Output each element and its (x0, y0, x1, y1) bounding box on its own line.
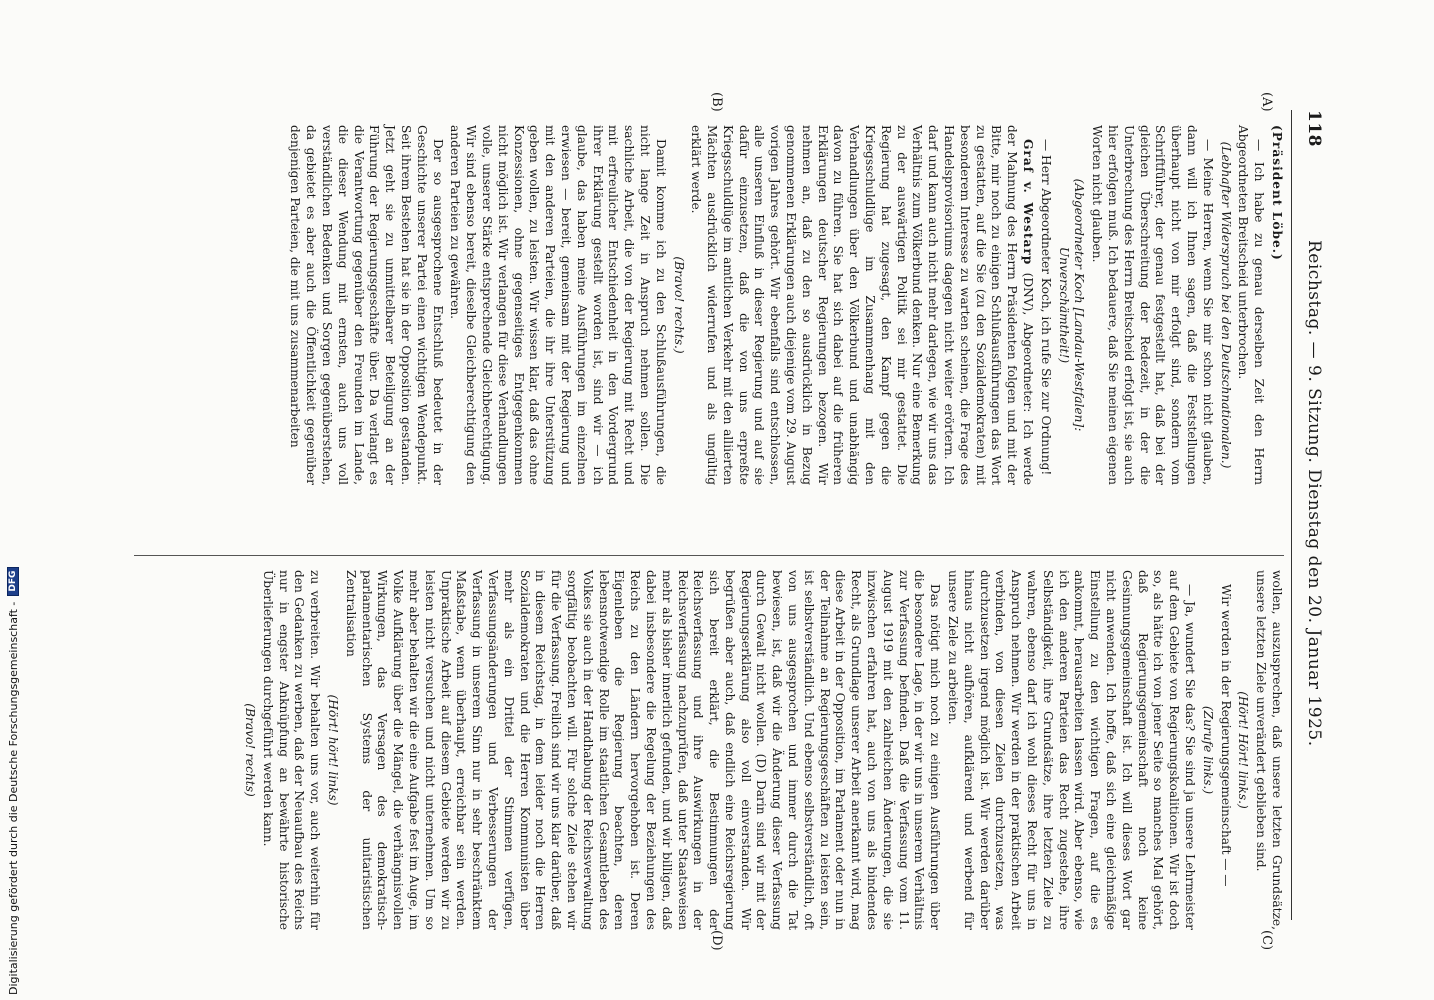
speaker-label: (Präsident Löbe.) (1270, 125, 1284, 261)
page-header (1294, 110, 1324, 920)
speech-paragraph (688, 125, 1036, 485)
footer-text: Digitalisierung gefördert durch die Deutsche Forschungsgemeinschaft - (6, 601, 20, 995)
paragraph: Damit komme ich zu den Schlußausführungen, die nicht lange Zeit in Anspruch nehmen sollen. Die sachliche Arbeit, die von der Regierung mit Recht und mit erfreulicher Entschiedenheit in den Vordergrund ihrer Erklärung gestellt worden ist, sind wir — ich glaube, das haben meine Ausführungen im einzelnen erwiesen — bereit, gemeinsam mit der Regierung und mit den anderen Parteien, die ihr ihre Unterstützung geben wollen, zu leisten. Wir wissen klar, daß das ohne Konzessionen, ohne gegenseitiges Entgegenkommen nicht möglich ist. Wir verlangen für diese Verhandlungen volle, unserer Stärke entsprechende Gleichberechtigung. Wir sind ebenso bereit, dieselbe Gleichberechtigung den anderen Parteien zu gewähren. (448, 125, 668, 485)
left-column (285, 125, 1284, 485)
margin-marker-a: (A) (1259, 92, 1274, 112)
margin-marker-b: (B) (709, 92, 724, 112)
paragraph: wollen, auszusprechen, daß unsere letzten Grundsätze, unsere letzten Ziele unverändert geblieben sind. (1254, 570, 1284, 930)
interjection: (Bravo! rechts) (243, 703, 257, 797)
margin-marker-d: (D) (709, 930, 724, 951)
speaker-name: Graf v. Westarp (1021, 139, 1036, 266)
header-rule (1291, 110, 1292, 920)
running-title: Reichstag. — 9. Sitzung. Dienstag den 20. Januar 1925. (1304, 240, 1324, 747)
dfg-logo: DFG (7, 567, 19, 596)
column-divider (134, 555, 1284, 556)
paragraph: — Meine Herren, wenn Sie mir schon nicht glauben, dann will ich Ihnen sagen, daß die Feststellungen überhaupt nicht von mir erfolgt sind, sondern vom Schriftführer, der genau festgestellt hat, daß bei der gleichen Überschreitung der Redezeit, in der die Unterbrechung des Herrn Breitscheid erfolgt ist, sie auch hier erfolgen muß. Ich bedauere, daß Sie meinen eigenen Worten nicht glauben. (1090, 125, 1215, 485)
interjection: (Abgeordneter Koch [Landau-Westfalen]: Unverschämtheit!) (1056, 178, 1087, 432)
interjection: (Bravo! rechts.) (671, 256, 686, 354)
right-column (239, 570, 1284, 930)
paragraph: — Herr Abgeordneter Koch, ich rufe Sie zur Ordnung! (1038, 139, 1053, 476)
speech-text: (DNV), Abgeordneter: Ich werde der Mahnung des Herrn Präsidenten folgen und mit der Bitte, mir noch zu einigen Schlußausführungen das Wort zu gestatten, auf die Sie (zu den Sozialdemokraten) mit besonderem Interesse zu warten scheinen, die Frage des Handelsprovisoriums dagegen nicht weiter erörtern. Ich darf und kann auch nicht mehr darlegen, wie wir uns das Verhältnis zum Völkerbund denken. Nur eine Bemerkung zu der auswärtigen Politik sei mir gestattet. Die Regierung hat zugesagt, den Kampf gegen die Kriegsschuldlüge im Zusammenhang mit den Verhandlungen über den Völkerbund und unabhängig davon zu führen. Sie hat sich dabei auf die früheren Erklärungen deutscher Regierungen bezogen. Wir nehmen an, daß zu den so ausdrücklich in Bezug genommenen Erklärungen auch diejenige vom 29. August vorigen Jahres gehört. Wir ebenfalls sind entschlossen, alle unseren Einfluß in dieser Regierung und auf sie dafür einzusetzen, daß die von uns erpreßte Kriegsschuldlüge im amtlichen Verkehr mit den alliierten Mächten ausdrücklich widerrufen und als ungültig erklärt werde. (689, 125, 1036, 485)
paragraph: — Ich habe zu genau derselben Zeit den Herrn Abgeordneten Breitscheid unterbrochen. (1236, 125, 1267, 485)
interjection: (Hört! Hört! links.) (1236, 691, 1251, 809)
paragraph: zu verbreiten. Wir behalten uns vor, auch weiterhin für den Gedanken zu werben, daß der Neuaufbau des Reichs nur in engster Anknüpfung an bewährte historische Überlieferungen durchgeführt werden kann. (260, 570, 323, 930)
interjection: (Hört! hört! links) (325, 694, 340, 806)
interjection: (Lebhafter Widerspruch bei den Deutschnationalen.) (1218, 141, 1233, 469)
interjection: (Zurufe links.) (1200, 705, 1215, 795)
paragraph: — Ja, wundert Sie das? Sie sind ja unsere Lehrmeister auf dem Gebiete von Regierungskoalitionen. Wir ist doch so, als hätte ich von jener Seite so manches Mal gehört, daß Regierungsgemeinschaft noch keine Gesinnungsgemeinschaft ist. Ich will dieses Wort gar nicht anwenden. Ich hoffe, daß sich eine gleichmäßige Einstellung zu den wichtigen Fragen, auf die es ankommt, herausarbeiten lassen wird. Aber ebenso, wie ich den anderen Parteien das Recht zugestehe, ihre Selbständigkeit, ihre Grundsätze, ihre letzten Ziele zu wahren, ebenso darf ich wohl dieses Recht für uns in Anspruch nehmen. Wir werden in der praktischen Arbeit verbinden, von diesen Zielen durchzusetzen, was durchzusetzen irgend möglich ist. Wir werden darüber hinaus nicht aufhören, aufklärend und werbend für unsere Ziele zu arbeiten. (946, 570, 1198, 930)
digitization-footer (4, 570, 22, 995)
paragraph: Der so ausgesprochene Entschluß bedeutet in der Geschichte unserer Partei einen wichtigen Wendepunkt. Seit ihrem Bestehen hat sie in der Opposition gestanden. Jetzt geht sie zu unmittelbarer Beteiligung an der Führung der Regierungsgeschäfte über. Da verlangt es die Verantwortung gegenüber den Freunden im Lande, die dieser Wendung mit ernsten, auch uns voll verständlichen Bedenken und Sorgen gegenüberstehen, da gebietet es aber auch die Öffentlichkeit gegenüber denjenigen Parteien, die mit uns zusammenarbeiten (288, 125, 445, 485)
page-number: 118 (1304, 110, 1324, 147)
paragraph: Wir werden in der Regierungsgemeinschaft — — (1218, 584, 1233, 887)
margin-marker-c: (C) (1259, 930, 1274, 951)
paragraph: Das nötigt mich noch zu einigen Ausführungen über die besondere Lage, in der wir uns in unserem Verhältnis zur Verfassung befinden. Daß die Verfassung vom 11. August 1919 mit den zahlreichen Änderungen, die sie inzwischen erfahren hat, auch von uns als bindendes Recht, als Grundlage unserer Arbeit anerkannt wird, mag diese Arbeit in der Opposition, im Parlament oder nun in der Teilnahme an Regierungsgeschäften zu leisten sein, ist selbstverständlich. Und ebenso selbstverständlich, oft von uns ausgesprochen und immer durch die Tat bewiesen, ist, daß wir die Änderung dieser Verfassung durch Gewalt nicht wollen. (D) Darin sind wir mit der Regierungserklärung also voll einverstanden. Wir begrüßen aber auch, daß endlich eine Reichsregierung sich bereit erklärt, die Bestimmungen der Reichsverfassung und ihre Auswirkungen in der Reichsverfassung nachzuprüfen, daß unter Staatsweisen mehr als bisher innerlich gefunden, und wir billigen, daß dabei insbesondere die Regelung der Beziehungen des Reichs zu den Ländern hervorgehoben ist. Deren Eigenleben die Regierung beachten, deren lebensnotwendige Rolle im staatlichen Gesamtleben des Volkes sie auch in der Handhabung der Reichsverwaltung sorgfältig beobachten will. Für solche Ziele stehen wir für die Verfassung. Freilich sind wir uns klar darüber, daß in diesem Reichstag, in dem leider noch die Herren Sozialdemokraten und die Herren Kommunisten über mehr als ein Drittel der Stimmen verfügen, Verfassungsänderungen und Verbesserungen der Verfassung in unserem Sinn nur in sehr beschränktem Maßstabe, wenn überhaupt, erreichbar sein werden. Unpraktische Arbeit auf diesem Gebiete werden wir zu leisten nicht versuchen und nicht unternehmen. Um so mehr aber behalten wir die eine Aufgabe fest im Auge, im Volke Aufklärung über die Mängel, die verhängnisvollen Wirkungen, das Versagen des demokratisch-parlamentarischen Systems der unitaristischen Zentralisation (343, 570, 943, 930)
